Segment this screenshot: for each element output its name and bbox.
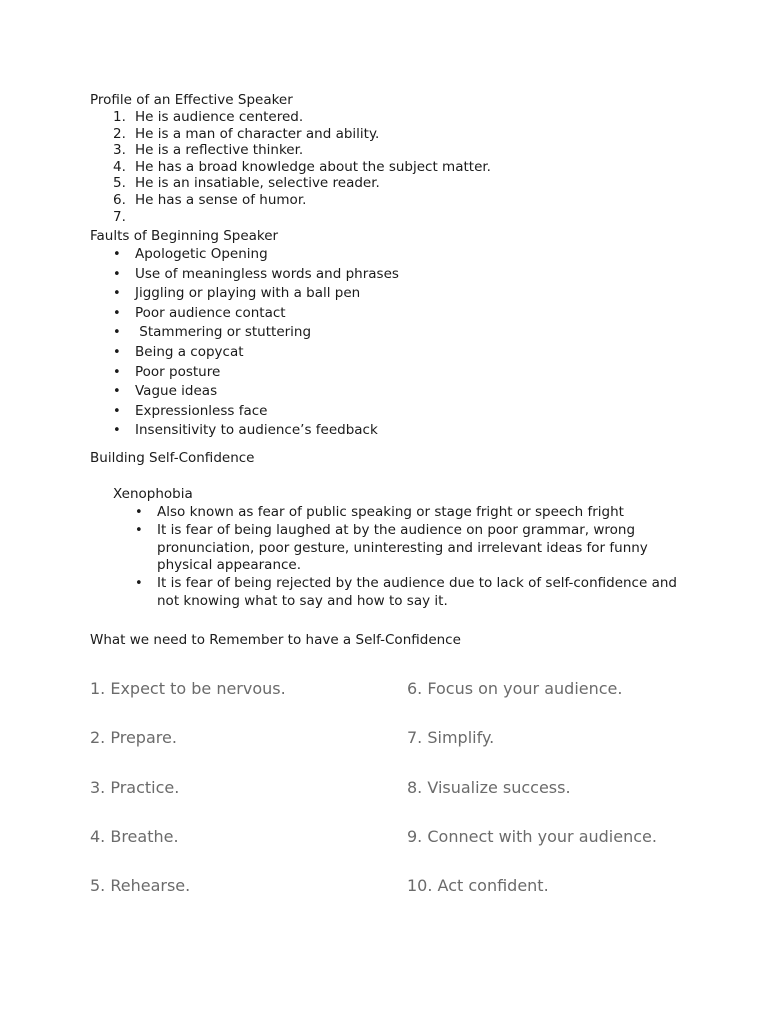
- list-item: [113, 284, 399, 304]
- xenophobia-subheading: Xenophobia: [113, 486, 193, 502]
- item-text: Jiggling or playing with a ball pen: [135, 285, 361, 302]
- item-text: He is audience centered.: [135, 109, 304, 125]
- item-number: 7.: [113, 208, 126, 225]
- bullet-icon: [135, 522, 157, 575]
- list-item: [113, 109, 491, 126]
- tip-item: 1. Expect to be nervous.: [90, 679, 286, 698]
- tip-item: 6. Focus on your audience.: [407, 679, 623, 698]
- item-text: Insensitivity to audience’s feedback: [135, 422, 378, 439]
- list-item: [113, 192, 491, 209]
- item-number: 5.: [113, 175, 126, 192]
- remember-heading: What we need to Remember to have a Self-Confidence: [90, 632, 461, 648]
- tip-row: [90, 676, 710, 725]
- tip-item: 8. Visualize success.: [407, 777, 571, 797]
- list-item: [113, 343, 399, 363]
- item-text: Being a copycat: [135, 343, 244, 360]
- item-number: 4.: [113, 158, 126, 175]
- list-item: [135, 522, 695, 575]
- bullet-icon: [113, 421, 135, 441]
- list-item: [113, 402, 399, 422]
- bullet-icon: [113, 265, 135, 285]
- list-item: [113, 304, 399, 324]
- item-text: Poor posture: [135, 363, 221, 380]
- bullet-icon: [113, 363, 135, 383]
- list-item: [113, 382, 399, 402]
- bullet-icon: [113, 323, 135, 343]
- item-number: 3.: [113, 142, 126, 159]
- tip-item: 5. Rehearse.: [90, 876, 191, 896]
- tip-row: [90, 775, 710, 824]
- confidence-heading: Building Self-Confidence: [90, 450, 255, 466]
- tip-item: 2. Prepare.: [90, 728, 177, 748]
- item-text: He is a man of character and ability.: [135, 125, 380, 142]
- bullet-icon: [113, 402, 135, 422]
- item-text: Stammering or stuttering: [135, 324, 312, 341]
- list-item: [113, 323, 399, 343]
- tip-row: [90, 725, 710, 774]
- list-item: [113, 159, 491, 176]
- list-item: [113, 209, 491, 226]
- item-text: Poor audience contact: [135, 304, 286, 321]
- item-text: Use of meaningless words and phrases: [135, 265, 399, 282]
- item-text: It is fear of being laughed at by the audience on poor grammar, wrong pronunciation, poor gesture, uninteresting and irrelevant ideas for funny physical appearance.: [157, 522, 648, 573]
- bullet-icon: [113, 304, 135, 324]
- list-item: [113, 363, 399, 383]
- item-text: He is an insatiable, selective reader.: [135, 175, 380, 192]
- bullet-icon: [113, 245, 135, 265]
- faults-heading: Faults of Beginning Speaker: [90, 228, 279, 244]
- item-text: It is fear of being rejected by the audience due to lack of self-confidence and not knowing what to say and how to say it.: [157, 575, 677, 609]
- item-text: He has a sense of humor.: [135, 191, 307, 208]
- item-number: 6.: [113, 191, 126, 208]
- tip-item: 10. Act confident.: [407, 876, 549, 896]
- item-text: Also known as fear of public speaking or stage fright or speech fright: [157, 504, 624, 520]
- list-item: [135, 575, 695, 610]
- tip-item: 3. Practice.: [90, 777, 180, 797]
- tip-item: 4. Breathe.: [90, 826, 179, 846]
- profile-list: [113, 109, 491, 225]
- faults-list: [113, 245, 399, 441]
- list-item: [135, 504, 695, 522]
- list-item: [113, 175, 491, 192]
- bullet-icon: [135, 575, 157, 610]
- item-text: He has a broad knowledge about the subject matter.: [135, 158, 491, 175]
- tips-grid: [90, 676, 710, 922]
- item-text: Apologetic Opening: [135, 246, 268, 262]
- item-text: Expressionless face: [135, 402, 268, 419]
- item-text: Vague ideas: [135, 383, 218, 400]
- bullet-icon: [113, 343, 135, 363]
- profile-heading: Profile of an Effective Speaker: [90, 92, 293, 108]
- list-item: [113, 265, 399, 285]
- list-item: [113, 126, 491, 143]
- list-item: [113, 142, 491, 159]
- bullet-icon: [113, 284, 135, 304]
- list-item: [113, 421, 399, 441]
- item-number: 2.: [113, 125, 126, 142]
- xenophobia-list: [135, 504, 695, 611]
- item-number: 1.: [113, 109, 126, 125]
- item-text: He is a reflective thinker.: [135, 142, 304, 159]
- bullet-icon: [113, 382, 135, 402]
- tip-row: [90, 824, 710, 873]
- tip-row: [90, 873, 710, 922]
- bullet-icon: [135, 504, 157, 522]
- tip-item: 7. Simplify.: [407, 728, 495, 748]
- tip-item: 9. Connect with your audience.: [407, 826, 657, 846]
- list-item: [113, 245, 399, 265]
